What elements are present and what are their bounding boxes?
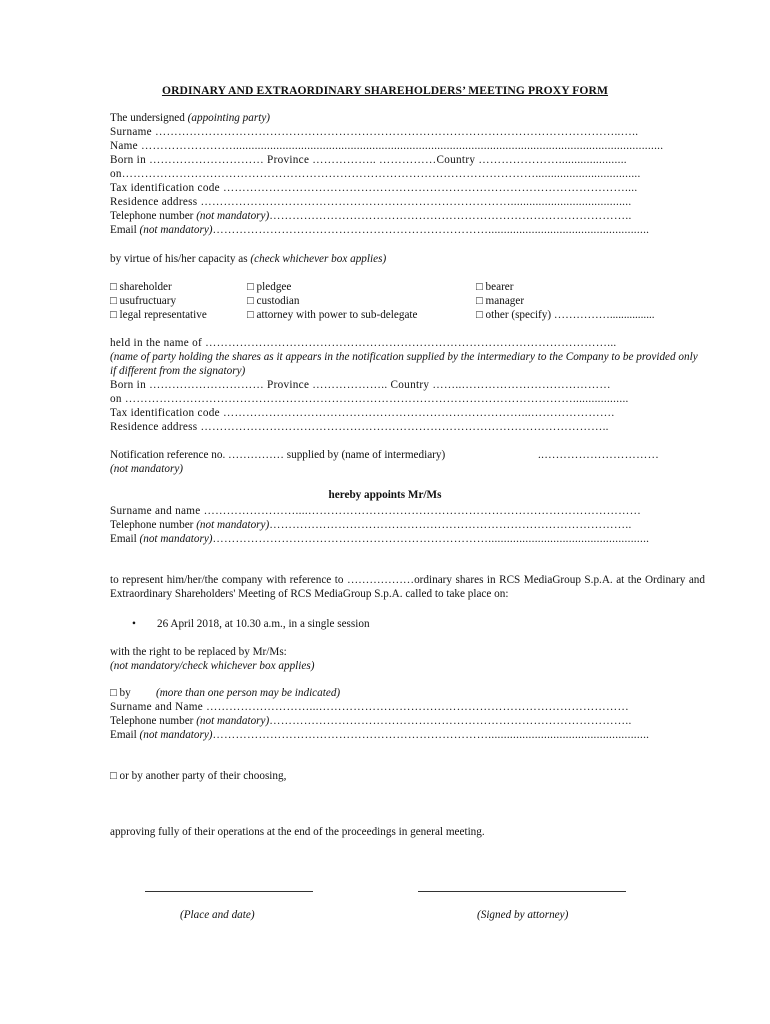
capacity-attorney-checkbox[interactable]: □ attorney with power to sub-delegate — [247, 309, 418, 321]
undersigned-line — [110, 111, 705, 125]
proxy-telephone-dots: ………………………………………………………………………………….. — [269, 519, 632, 531]
tax-id-field[interactable]: Tax identification code …………………………………………………………………………………………….... — [110, 182, 638, 194]
place-date-signature-line[interactable] — [145, 891, 313, 892]
undersigned-label: The undersigned — [110, 112, 188, 124]
proxy-email-not-mandatory: (not mandatory) — [139, 533, 213, 545]
replace-surname-field[interactable]: Surname and Name ………………………...……………………………………………………………………… — [110, 701, 629, 713]
proxy-email-label: Email — [110, 533, 140, 545]
proxy-email-field[interactable] — [110, 532, 705, 546]
notification-line[interactable]: Notification reference no. …………… supplied by (name of intermediary) — [110, 449, 446, 461]
proxy-telephone-label: Telephone number — [110, 519, 197, 531]
proxy-telephone-not-mandatory: (not mandatory) — [196, 519, 270, 531]
replace-by-checkbox[interactable]: □ by — [110, 687, 131, 699]
replace-telephone-dots: ………………………………………………………………………………….. — [269, 715, 632, 727]
replace-telephone-label: Telephone number — [110, 715, 197, 727]
replace-email-dots: ……………………………………………………………….................................................... — [212, 729, 650, 741]
held-tax-id-field[interactable]: Tax identification code ……………………………………………………………………...…………………. — [110, 407, 615, 419]
replace-line: with the right to be replaced by Mr/Ms: — [110, 646, 287, 658]
name-field[interactable]: Name ……………………........................................................................................................................................... — [110, 140, 664, 152]
telephone-dots: ………………………………………………………………………………….. — [269, 210, 632, 222]
proxy-surname-field[interactable]: Surname and name ……………………....…………………………………………………………………………… — [110, 505, 642, 517]
replace-email-label: Email — [110, 729, 140, 741]
telephone-label: Telephone number — [110, 210, 197, 222]
proxy-email-dots: ……………………………………………………………….................................................... — [212, 533, 650, 545]
held-name-note: (name of party holding the shares as it appears in the notification supplied by the intermediary to the Company to be provided only if different from the signatory) — [110, 351, 698, 377]
replace-by-note: (more than one person may be indicated) — [156, 687, 341, 699]
attorney-signature-line[interactable] — [418, 891, 626, 892]
email-label: Email — [110, 224, 140, 236]
notification-not-mandatory: (not mandatory) — [110, 463, 184, 475]
capacity-note: (check whichever box applies) — [250, 253, 387, 265]
represent-paragraph: to represent him/her/the company with reference to ………………ordinary shares in RCS MediaGroup S.p.A. at the Ordinary and Extraordinary Shareholders' Meeting of RCS MediaGroup S.p.A. called to take place on: — [110, 574, 705, 600]
capacity-label: by virtue of his/her capacity as — [110, 253, 251, 265]
form-title: ORDINARY AND EXTRAORDINARY SHAREHOLDERS’ MEETING PROXY FORM — [161, 84, 609, 97]
telephone-field[interactable] — [110, 209, 705, 223]
signed-by-attorney-caption: (Signed by attorney) — [477, 909, 569, 921]
held-birth-date-field[interactable]: on ……………………………………………………………………………………………………….................. — [110, 393, 629, 405]
held-birth-details-field[interactable]: Born in ………………………… Province ……………….. Country ……..………………………………… — [110, 379, 611, 391]
residence-field[interactable]: Residence address ………………………………………………………………………....................................... — [110, 196, 632, 208]
capacity-legal-representative-checkbox[interactable]: □ legal representative — [110, 309, 207, 321]
email-dots: ……………………………………………………………….................................................... — [212, 224, 650, 236]
surname-field[interactable]: Surname …………………………………………………………………………………………………………..….. — [110, 126, 639, 138]
capacity-pledgee-checkbox[interactable]: □ pledgee — [247, 281, 292, 293]
meeting-date-text: 26 April 2018, at 10.30 a.m., in a single session — [157, 618, 370, 630]
appoints-heading: hereby appoints Mr/Ms — [328, 489, 442, 501]
proxy-telephone-field[interactable] — [110, 518, 705, 532]
bullet-icon: • — [132, 618, 136, 630]
telephone-not-mandatory: (not mandatory) — [196, 210, 270, 222]
capacity-other-checkbox[interactable]: □ other (specify) ……………................ — [476, 309, 655, 321]
approving-text: approving fully of their operations at the end of the proceedings in general meeting. — [110, 826, 485, 838]
intermediary-field[interactable]: ..………………………… — [538, 449, 660, 461]
replace-telephone-field[interactable] — [110, 714, 705, 728]
appointing-party-note: (appointing party) — [187, 112, 271, 124]
replace-note: (not mandatory/check whichever box applies) — [110, 660, 315, 672]
replace-email-not-mandatory: (not mandatory) — [139, 729, 213, 741]
capacity-usufructuary-checkbox[interactable]: □ usufructuary — [110, 295, 177, 307]
replace-email-field[interactable] — [110, 728, 705, 742]
email-field[interactable] — [110, 223, 705, 237]
capacity-intro — [110, 252, 705, 266]
other-party-checkbox[interactable]: □ or by another party of their choosing, — [110, 770, 287, 782]
birth-date-field[interactable]: on……………………………………………………………………………………………….................................. — [110, 168, 641, 180]
held-name-field[interactable]: held in the name of ……………………………………………………………………………………………... — [110, 337, 617, 349]
email-not-mandatory: (not mandatory) — [139, 224, 213, 236]
birth-details-field[interactable]: Born in ………………………… Province …………….. ……………Country …………………...................... — [110, 154, 627, 166]
place-date-caption: (Place and date) — [180, 909, 255, 921]
replace-telephone-not-mandatory: (not mandatory) — [196, 715, 270, 727]
capacity-shareholder-checkbox[interactable]: □ shareholder — [110, 281, 172, 293]
capacity-manager-checkbox[interactable]: □ manager — [476, 295, 525, 307]
held-residence-field[interactable]: Residence address …………………………………………………………………………………………….. — [110, 421, 609, 433]
capacity-custodian-checkbox[interactable]: □ custodian — [247, 295, 300, 307]
capacity-bearer-checkbox[interactable]: □ bearer — [476, 281, 514, 293]
